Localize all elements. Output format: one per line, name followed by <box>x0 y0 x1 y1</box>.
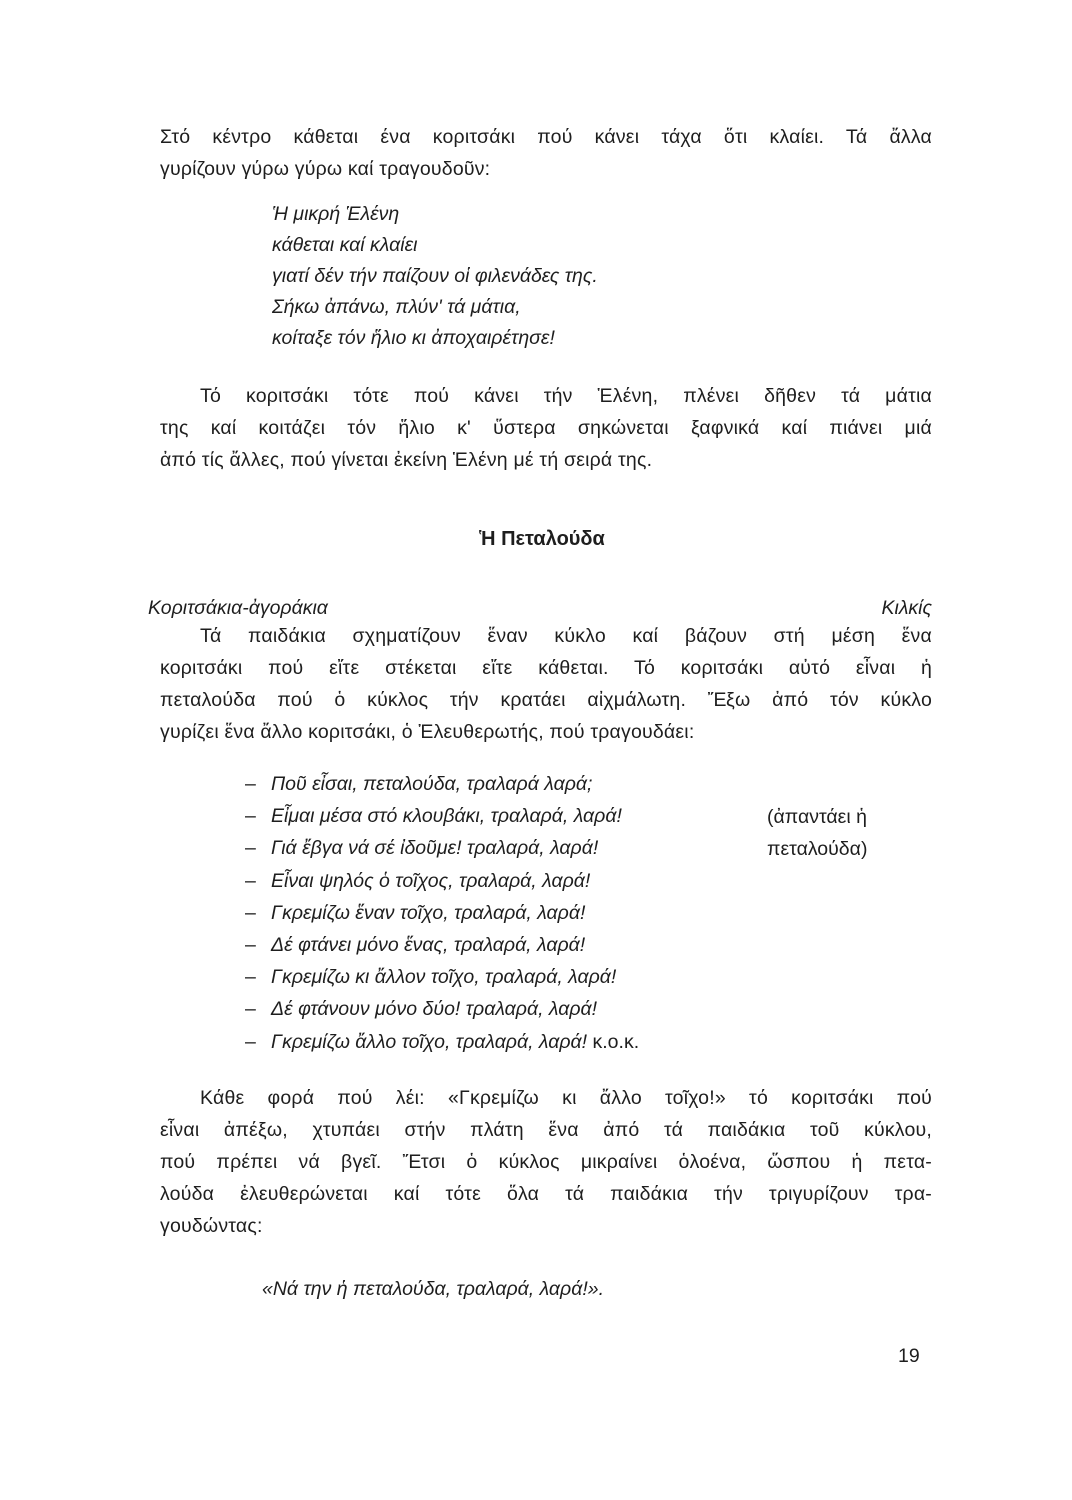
song-line-text: Γιά ἔβγα νά σέ ἰδοῦμε! τραλαρά, λαρά! <box>271 837 599 860</box>
dash-mark: – <box>245 869 256 892</box>
intro-line: γυρίζουν γύρω γύρω καί τραγουδοῦν: <box>160 158 491 180</box>
note-line: (ἀπαντάει ἡ <box>767 806 867 828</box>
song-line-text: Γκρεμίζω ἄλλο τοῖχο, τραλαρά, λαρά! <box>271 1030 588 1053</box>
paragraph-line: Τά παιδάκια σχηματίζουν ἕναν κύκλο καί βάζουν στή μέση ἕνα <box>200 625 932 647</box>
intro-paragraph <box>160 121 932 185</box>
category-label: Κοριτσάκια-ἀγοράκια <box>148 597 328 619</box>
note-line: πεταλούδα) <box>767 838 868 860</box>
song-line <box>245 929 639 961</box>
page-number: 19 <box>898 1345 920 1367</box>
verse-helene <box>272 199 598 354</box>
paragraph-line: εἶναι ἀπέξω, χτυπάει στήν πλάτη ἕνα ἀπό τά παιδάκια τοῦ κύκλου, <box>160 1119 932 1141</box>
section-title: Ἡ Πεταλούδα <box>479 528 605 550</box>
final-song-line: «Νά την ἡ πεταλούδα, τραλαρά, λαρά!». <box>262 1278 605 1300</box>
dash-mark: – <box>245 966 256 989</box>
song-dialogue <box>245 768 639 1058</box>
intro-line: Στό κέντρο κάθεται ένα κοριτσάκι πού κάνει τάχα ὅτι κλαίει. Τά ἄλλα <box>160 126 932 148</box>
verse-line: Σήκω ἀπάνω, πλύν' τά μάτια, <box>272 296 521 318</box>
paragraph-line: ἀπό τίς ἄλλες, πού γίνεται ἐκείνη Ἑλένη μέ τή σειρά της. <box>160 449 653 471</box>
song-line <box>245 865 639 897</box>
verse-line: κοίταξε τόν ἥλιο κι ἀποχαιρέτησε! <box>272 327 555 349</box>
song-line <box>245 768 639 800</box>
dash-mark: – <box>245 901 256 924</box>
paragraph-line: γυρίζει ἕνα ἄλλο κοριτσάκι, ὁ Ἐλευθερωτής, πού τραγουδάει: <box>160 721 695 743</box>
paragraph-line: πεταλούδα πού ὁ κύκλος τήν κρατάει αἰχμάλωτη. Ἔξω ἀπό τόν κύκλο <box>160 689 932 711</box>
dash-mark: – <box>245 934 256 957</box>
dash-mark: – <box>245 773 256 795</box>
description-paragraph <box>160 380 932 476</box>
speaker-note <box>767 801 867 865</box>
song-line <box>245 993 639 1025</box>
paragraph-line: Κάθε φορά πού λέι: «Γκρεμίζω κι ἄλλο τοῖχο!» τό κοριτσάκι πού <box>200 1087 932 1109</box>
region-label: Κιλκίς <box>881 597 932 619</box>
paragraph-line: κοριτσάκι πού εἴτε στέκεται εἴτε κάθεται. Τό κοριτσάκι αὐτό εἶναι ἡ <box>160 657 932 679</box>
song-line-suffix: κ.ο.κ. <box>587 1030 640 1053</box>
song-line-text: Δέ φτάνουν μόνο δύο! τραλαρά, λαρά! <box>271 998 598 1021</box>
dash-mark: – <box>245 805 256 828</box>
song-line-text: Γκρεμίζω ἕναν τοῖχο, τραλαρά, λαρά! <box>271 901 586 924</box>
paragraph-line: γουδώντας: <box>160 1215 263 1237</box>
song-line-text: Εἶναι ψηλός ὁ τοῖχος, τραλαρά, λαρά! <box>271 869 591 892</box>
verse-line: γιατί δέν τήν παίζουν οἱ φιλενάδες της. <box>272 265 598 287</box>
song-line-text: Δέ φτάνει μόνο ἕνας, τραλαρά, λαρά! <box>271 934 586 957</box>
dash-mark: – <box>245 998 256 1021</box>
paragraph-line: πού πρέπει νά βγεῖ. Ἔτσι ὁ κύκλος μικραίνει ὁλοένα, ὥσπου ἡ πετα- <box>160 1151 932 1173</box>
song-line-text: Γκρεμίζω κι ἄλλον τοῖχο, τραλαρά, λαρά! <box>271 966 617 989</box>
song-line-text: Εἶμαι μέσα στό κλουβάκι, τραλαρά, λαρά! <box>271 805 622 828</box>
song-line <box>245 800 639 832</box>
verse-line: κάθεται καί κλαίει <box>272 234 418 256</box>
game-description-paragraph <box>160 620 932 748</box>
paragraph-line: λούδα ἐλευθερώνεται καί τότε ὅλα τά παιδάκια τήν τριγυρίζουν τρα- <box>160 1183 932 1205</box>
paragraph-line: Τό κοριτσάκι τότε πού κάνει τήν Ἑλένη, πλένει δῆθεν τά μάτια <box>200 385 932 407</box>
verse-line: Ἡ μικρή Ἑλένη <box>272 203 400 225</box>
song-line <box>245 897 639 929</box>
song-line <box>245 832 639 864</box>
song-line <box>245 961 639 993</box>
song-line <box>245 1026 639 1058</box>
closing-paragraph <box>160 1082 932 1242</box>
paragraph-line: της καί κοιτάζει τόν ἥλιο κ' ὕστερα σηκώνεται ξαφνικά καί πιάνει μιά <box>160 417 932 439</box>
song-line-text: Ποῦ εἶσαι, πεταλούδα, τραλαρά λαρά; <box>271 773 593 795</box>
dash-mark: – <box>245 837 256 860</box>
dash-mark: – <box>245 1030 256 1053</box>
